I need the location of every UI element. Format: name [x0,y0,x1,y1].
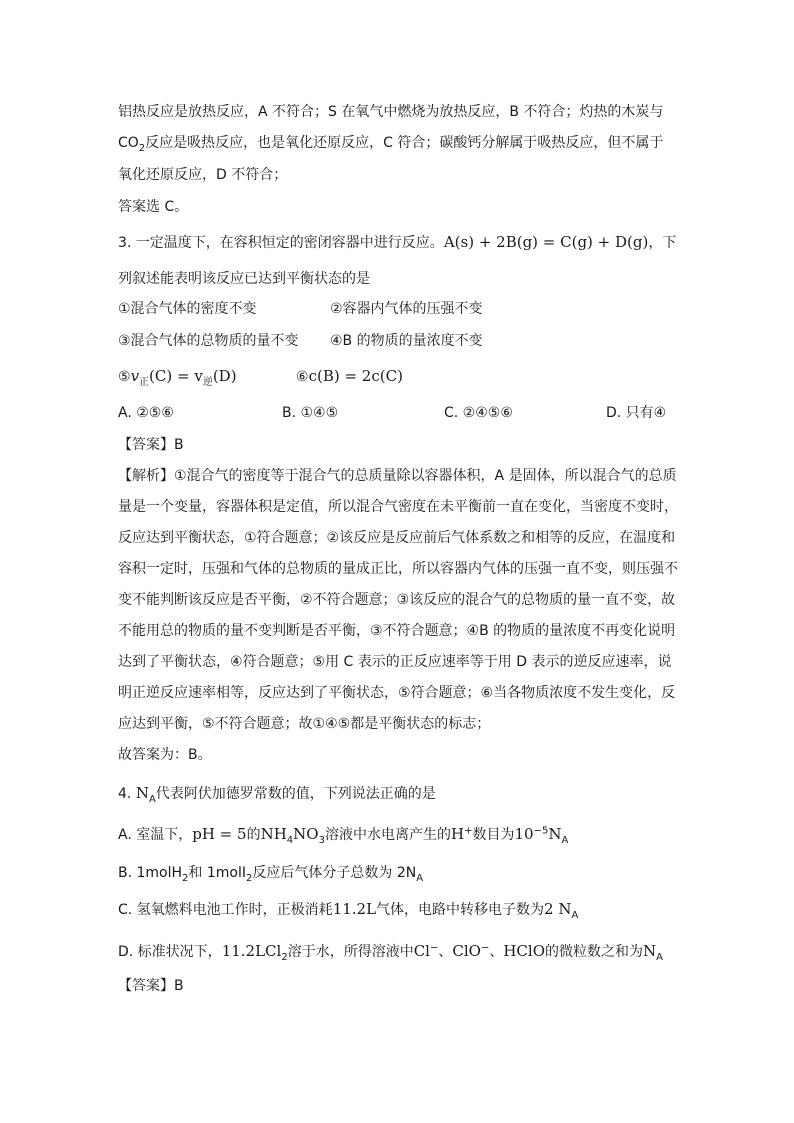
text: 和 1molI [188,865,247,881]
text: 气体，电路中转移电子数为 [376,902,545,918]
superscript: − [480,942,490,954]
explanation-line [118,529,675,547]
subscript: 正 [139,376,150,388]
text: 反应后气体分子总数为 2N [252,865,417,881]
subscript: 逆 [202,376,213,388]
condition-5 [118,367,237,386]
text: 铝热反应是放热反应，A 不符合；S 在氧气中燃烧为放热反应，B 不符合；灼热的木炭与 [118,104,664,120]
condition-2 [330,300,483,318]
text: 溶液中水电离产生的 [324,827,451,843]
question-4-option-b [118,864,423,882]
ph-value: pH = 5 [192,825,247,843]
text: 故答案为：B。 [118,747,212,763]
equation: (C) = v [149,367,203,385]
text: 应达到平衡，⑤不符合题意；故①④⑤都是平衡状态的标志； [118,716,491,732]
text: ⑤ [118,369,131,385]
text: B. 1molH [118,865,183,881]
text: A. ②⑤⑥ [118,405,174,421]
number: 2 N [544,900,572,918]
text: 、 [489,944,504,960]
explanation-line [118,622,675,640]
text: D. 标准状况下， [118,944,222,960]
text: A. 室温下， [118,827,193,843]
text: 【解析】①混合气的密度等于混合气的总质量除以容器体积，A 是固体，所以混合气的总质 [118,468,677,484]
avogadro-symbol: N [135,784,149,802]
superscript: − [429,942,439,954]
question-3-line-1 [118,233,676,252]
answer-label [118,436,184,454]
text: 反应达到平衡状态，①符合题意；②该反应是反应前后气体系数之和相等的反应，在温度和 [118,530,676,546]
subscript: A [656,951,663,963]
text: B. ①④⑤ [282,405,339,421]
subscript: 4 [286,834,294,846]
text: C. ②④⑤⑥ [444,405,513,421]
superscript: + [464,825,473,837]
subscript: 2 [138,142,146,154]
question-4-option-c [118,900,578,919]
equation: c(B) = 2c(C) [308,367,403,385]
explanation-line [118,715,490,733]
text: 量是一个变量，容器体积是定值，所以混合气密度在未平衡前一直在变化，当密度不变时， [118,499,678,515]
equation: (D) [212,367,237,385]
text: 容积一定时，压强和气体的总物质的量成正比，所以容器内气体的压强一直不变，则压强不 [118,561,678,577]
text: ④B 的物质的量浓度不变 [330,333,483,349]
explanation-line [118,498,678,516]
subscript: 2 [281,951,288,963]
text: 3. 一定温度下，在容积恒定的密闭容器中进行反应。 [118,235,444,251]
reaction-equation: A(s) + 2B(g) = C(g) + D(g) [443,233,649,251]
text: 列叙述能表明该反应已达到平衡状态的是 [118,271,370,287]
question-4-option-d [118,942,663,961]
subscript: A [561,834,569,846]
subscript: A [416,872,424,884]
option-b [282,404,338,422]
formula-co2: CO [118,135,139,151]
condition-4 [330,332,483,350]
subscript: A [148,793,156,805]
text: 的微粒数之和为 [545,944,643,960]
text: ⑥ [296,369,309,385]
text: 达到了平衡状态，④符合题意；⑤用 C 表示的正反应速率等于用 D 表示的逆反应速率，说 [118,654,672,670]
text: 不能用总的物质的量不变判断是否平衡，③不符合题意；④B 的物质的量浓度不再变化说明 [118,623,676,639]
subscript: 2 [182,872,189,884]
text: 、 [438,944,453,960]
text: 数目为 [472,827,515,843]
text: D. 只有④ [606,405,667,421]
text: 溶于水，所得溶液中 [287,944,414,960]
text: 变不能判断该反应是否平衡，②不符合题意；③该反应的混合气的总物质的量一直不变，故 [118,592,676,608]
text: ①混合气体的密度不变 [118,301,257,317]
text: C. 氢氧燃料电池工作时，正极消耗 [118,902,333,918]
formula: HClO [503,942,545,960]
question-3-line-2 [118,270,370,288]
superscript: −5 [533,825,549,837]
number: 10 [514,825,534,843]
volume: 11.2LCl [221,942,282,960]
answer-text: 答案选 C。 [118,199,189,215]
text: 【答案】B [118,978,184,994]
subscript: 3 [318,834,325,846]
subscript: A [571,909,579,921]
text: 的 [246,827,261,843]
answer-label [118,977,184,995]
condition-1 [118,300,257,318]
question-4-stem [118,784,436,803]
explanation-line [118,591,675,609]
text: 代表阿伏加德罗常数的值，下列说法正确的是 [155,786,436,802]
option-d [606,404,666,422]
condition-6 [296,367,403,386]
formula: NH [260,825,287,843]
text: ②容器内气体的压强不变 [330,301,483,317]
explanation-line [118,746,212,764]
option-a [118,404,174,422]
formula: NO [293,825,319,843]
text-line [118,166,287,184]
explanation-line [118,653,671,671]
formula: ClO [452,942,481,960]
text: 明正逆反应速率相等，反应达到了平衡状态，⑤符合题意；⑥当各物质浓度不发生变化，反 [118,685,676,701]
condition-3 [118,332,299,350]
question-4-option-a [118,825,568,844]
explanation-line [118,467,677,485]
text-line [118,103,663,121]
text-line [118,134,663,152]
option-c [444,404,513,422]
text: 反应是吸热反应，也是氧化还原反应，C 符合；碳酸钙分解属于吸热反应，但不属于 [145,135,664,151]
text: 【答案】B [118,437,184,453]
avogadro-symbol: N [643,942,657,960]
volume: 11.2L [332,900,377,918]
rate-symbol: v [130,367,140,385]
text: ，下 [648,235,677,251]
subscript: 2 [246,872,253,884]
explanation-line [118,560,678,578]
explanation-line [118,684,675,702]
formula: H [450,825,465,843]
text: 氧化还原反应，D 不符合； [118,167,288,183]
question-number: 4. [118,786,136,802]
text: ③混合气体的总物质的量不变 [118,333,299,349]
formula: Cl [413,942,430,960]
text-line [118,198,188,216]
avogadro-symbol: N [548,825,562,843]
